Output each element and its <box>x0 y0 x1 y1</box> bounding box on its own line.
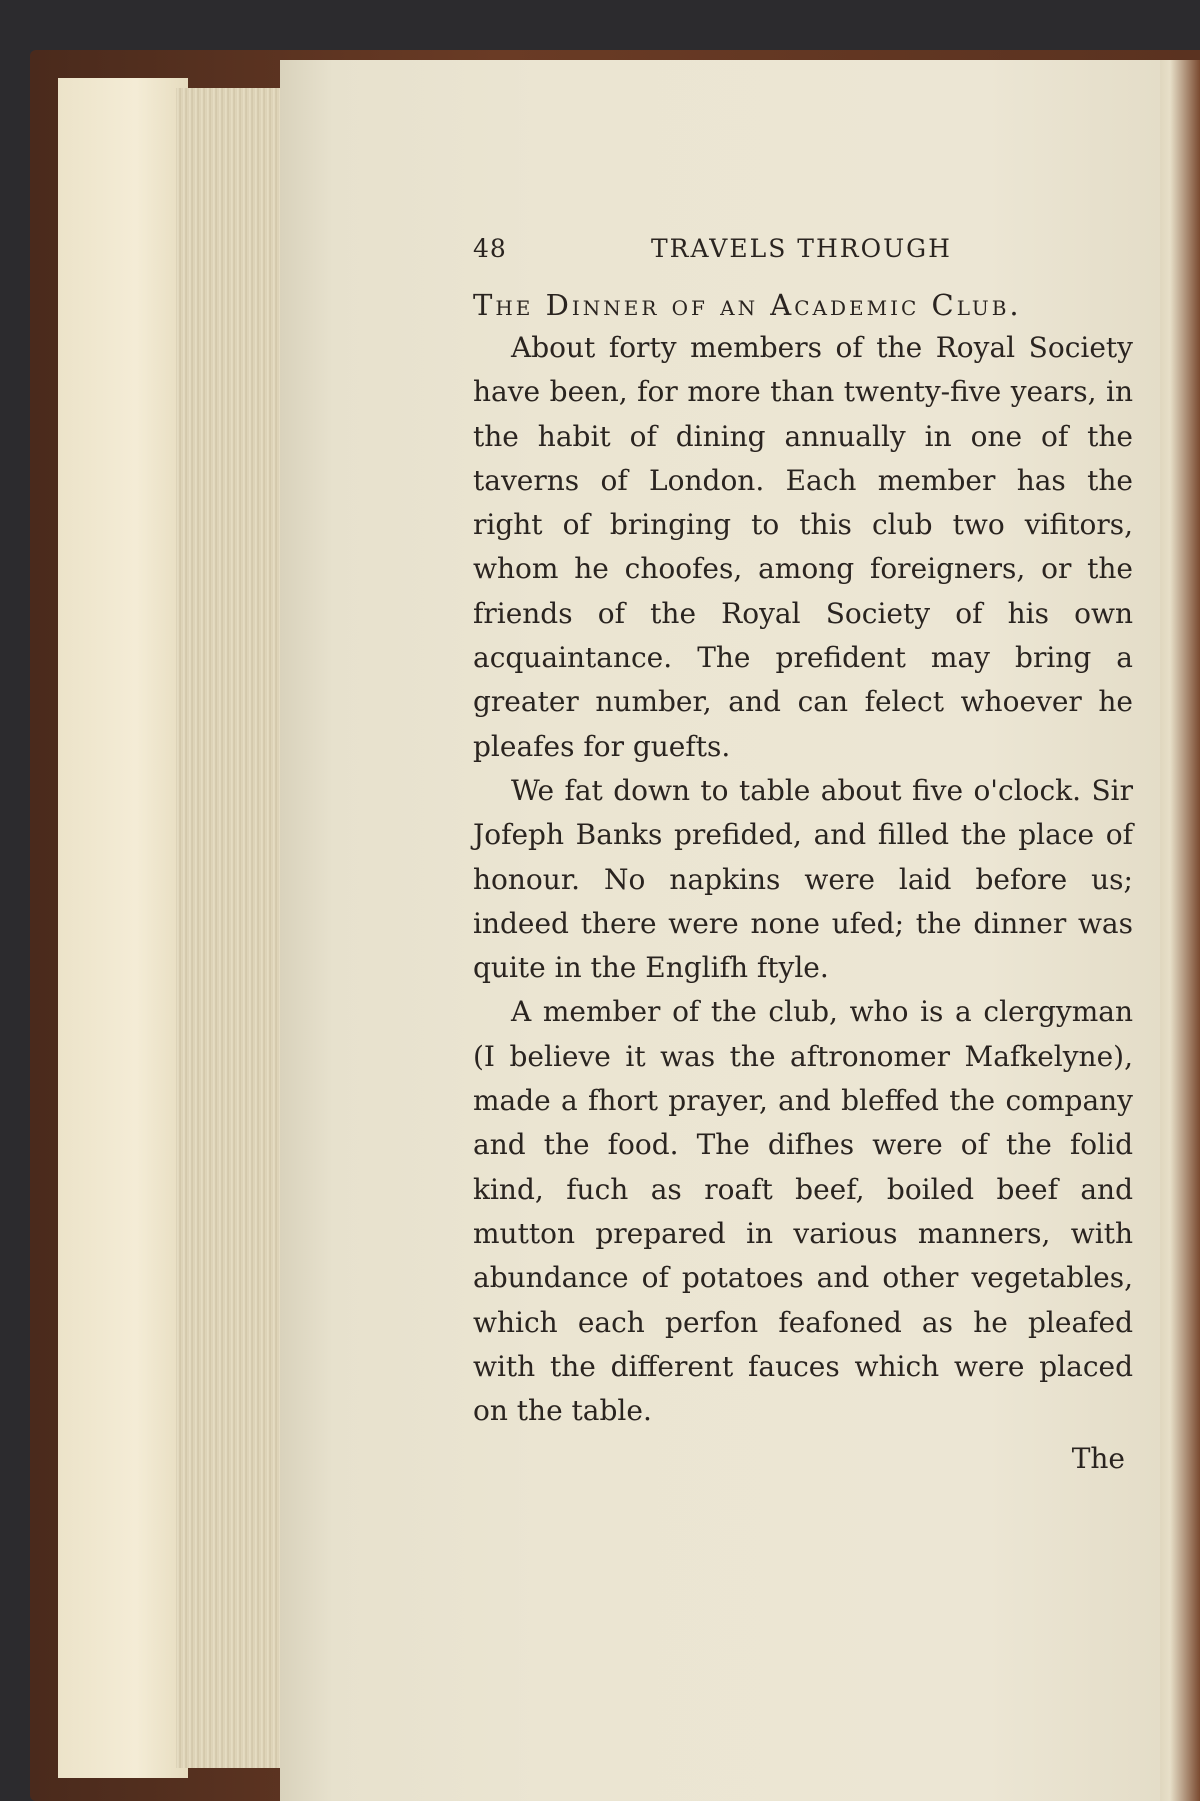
page-edges <box>176 88 286 1768</box>
paragraph-2-text: We fat down to table about five o'clock. Sir Jofeph Banks prefided, and filled the place of honour. No napkins were laid before us; indeed there were none ufed; the dinner was quite in the Englifh ftyle. <box>473 773 1133 985</box>
paragraph-3 <box>473 990 1133 1433</box>
running-head <box>473 228 1133 276</box>
paragraph-1 <box>473 326 1133 769</box>
left-flyleaf <box>58 78 188 1778</box>
section-title: The Dinner of an Academic Club. <box>473 288 1022 322</box>
paragraph-1-text: About forty members of the Royal Society have been, for more than twenty-five years, in the habit of dining annually in one of the taverns of London. Each member has the right of bringing to this club two vifitors, whom he choofes, among foreigners, or the friends of the Royal Society of his own acquaintance. The prefident may bring a greater number, and can felect whoever he pleafes for guefts. <box>473 331 1133 763</box>
running-head-title: TRAVELS THROUGH <box>651 234 952 263</box>
catchword: The <box>1071 1442 1125 1476</box>
page-text <box>473 228 1133 1481</box>
page-number: 48 <box>473 234 507 263</box>
paragraph-2 <box>473 769 1133 990</box>
paragraph-3-text: A member of the club, who is a clergyman (I believe it was the aftronomer Mafkelyne), made a fhort prayer, and bleffed the company and the food. The difhes were of the folid kind, fuch as roaft beef, boiled beef and mutton prepared in various manners, with abundance of potatoes and other vegetables, which each perfon feafoned as he pleafed with the different fauces which were placed on the table. <box>473 995 1133 1428</box>
